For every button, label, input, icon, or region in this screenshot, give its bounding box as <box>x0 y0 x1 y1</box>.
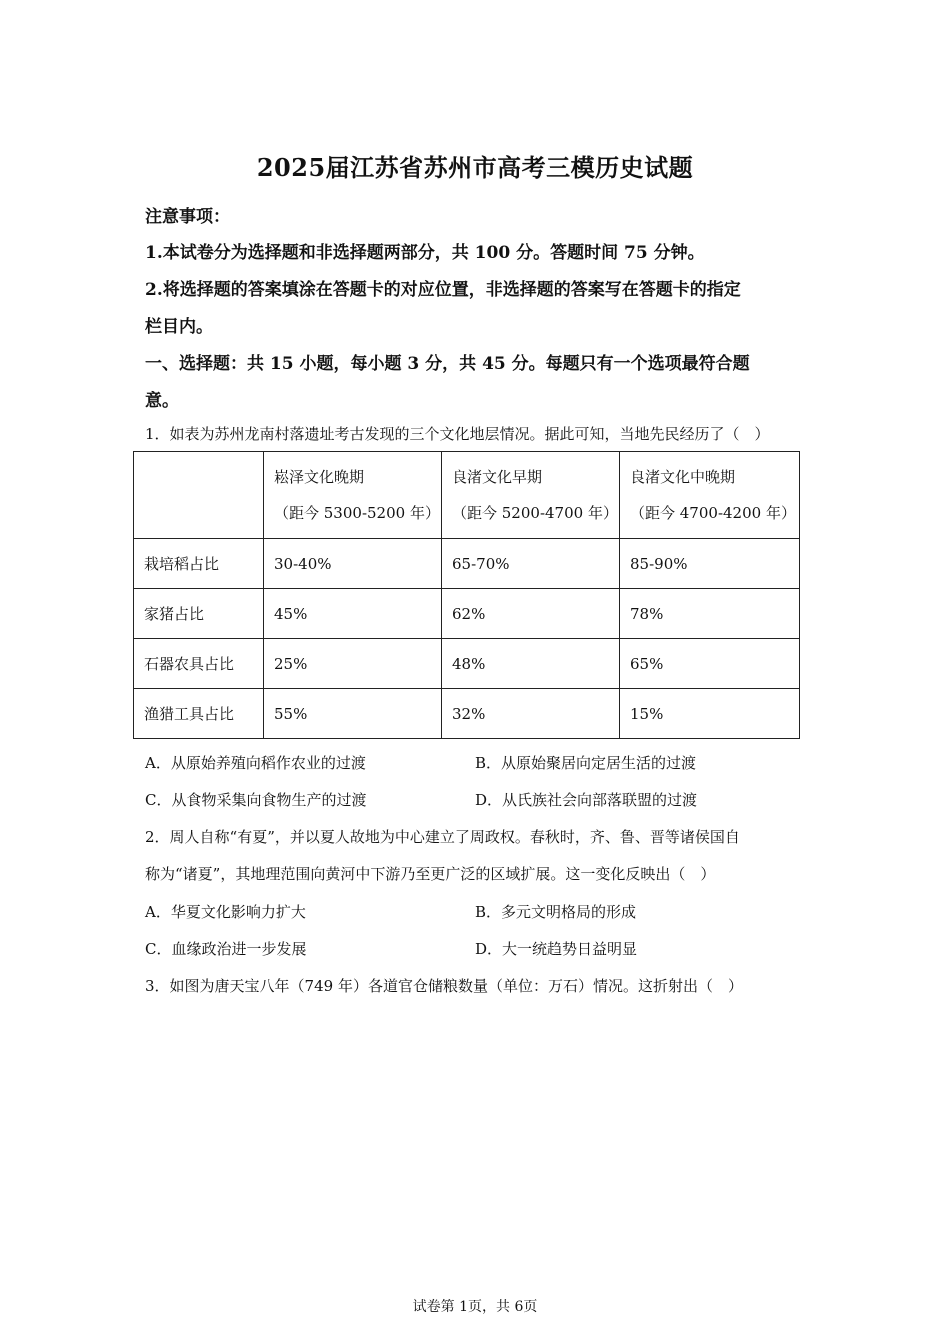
table-corner-cell <box>134 452 264 539</box>
table-row <box>134 539 800 589</box>
culture-period: （距今 4700-4200 年） <box>630 504 796 522</box>
table-row <box>134 639 800 689</box>
table-cell: 48% <box>442 639 620 689</box>
question-2-option-d: D．大一统趋势日益明显 <box>475 940 638 958</box>
notice-item-2-line1: 2.将选择题的答案填涂在答题卡的对应位置，非选择题的答案写在答题卡的指定 <box>145 280 741 300</box>
table-cell: 15% <box>620 689 800 739</box>
question-1-option-c: C．从食物采集向食物生产的过渡 <box>145 791 367 809</box>
table-header-cell <box>620 452 800 539</box>
page-title: 2025届江苏省苏州市高考三模历史试题 <box>256 153 694 182</box>
section-heading-line1: 一、选择题：共 15 小题，每小题 3 分，共 45 分。每题只有一个选项最符合题 <box>145 354 750 374</box>
question-1-option-d: D．从氏族社会向部落联盟的过渡 <box>475 791 698 809</box>
notice-heading: 注意事项： <box>145 207 230 227</box>
notice-item-2-line2: 栏目内。 <box>145 317 213 337</box>
culture-strata-table <box>133 451 800 739</box>
question-2-option-a: A．华夏文化影响力扩大 <box>145 903 306 921</box>
question-1-option-b: B．从原始聚居向定居生活的过渡 <box>475 754 697 772</box>
table-cell: 65-70% <box>442 539 620 589</box>
culture-period: （距今 5300-5200 年） <box>274 504 440 522</box>
table-header-cell <box>442 452 620 539</box>
table-cell: 25% <box>264 639 442 689</box>
question-2-stem-line2: 称为“诸夏”，其地理范围向黄河中下游乃至更广泛的区域扩展。这一变化反映出（ ） <box>145 865 716 883</box>
question-2-option-c: C．血缘政治进一步发展 <box>145 940 307 958</box>
row-label: 渔猎工具占比 <box>134 689 264 739</box>
table-header-row <box>134 452 800 539</box>
culture-period: （距今 5200-4700 年） <box>452 504 618 522</box>
row-label: 石器农具占比 <box>134 639 264 689</box>
page-footer: 试卷第 1页，共 6页 <box>412 1299 538 1315</box>
question-2-stem-line1: 2．周人自称“有夏”，并以夏人故地为中心建立了周政权。春秋时，齐、鲁、晋等诸侯国自 <box>145 828 740 846</box>
table-cell: 30-40% <box>264 539 442 589</box>
section-heading-line2: 意。 <box>145 391 179 411</box>
table-row <box>134 589 800 639</box>
table-cell: 85-90% <box>620 539 800 589</box>
question-2-option-b: B．多元文明格局的形成 <box>475 903 637 921</box>
question-1-stem: 1．如表为苏州龙南村落遗址考古发现的三个文化地层情况。据此可知，当地先民经历了（ ） <box>145 425 770 443</box>
row-label: 栽培稻占比 <box>134 539 264 589</box>
culture-name: 崧泽文化晚期 <box>274 468 365 486</box>
notice-item-1: 1.本试卷分为选择题和非选择题两部分，共 100 分。答题时间 75 分钟。 <box>145 243 705 263</box>
question-1-option-a: A．从原始养殖向稻作农业的过渡 <box>145 754 366 772</box>
culture-name: 良渚文化中晚期 <box>630 468 736 486</box>
table-header-cell <box>264 452 442 539</box>
row-label: 家猪占比 <box>134 589 264 639</box>
table-cell: 55% <box>264 689 442 739</box>
question-3-stem: 3．如图为唐天宝八年（749 年）各道官仓储粮数量（单位：万石）情况。这折射出（ ） <box>145 977 743 995</box>
table-cell: 45% <box>264 589 442 639</box>
table-row <box>134 689 800 739</box>
table-cell: 65% <box>620 639 800 689</box>
table-cell: 32% <box>442 689 620 739</box>
table-cell: 62% <box>442 589 620 639</box>
culture-name: 良渚文化早期 <box>452 468 543 486</box>
table-cell: 78% <box>620 589 800 639</box>
